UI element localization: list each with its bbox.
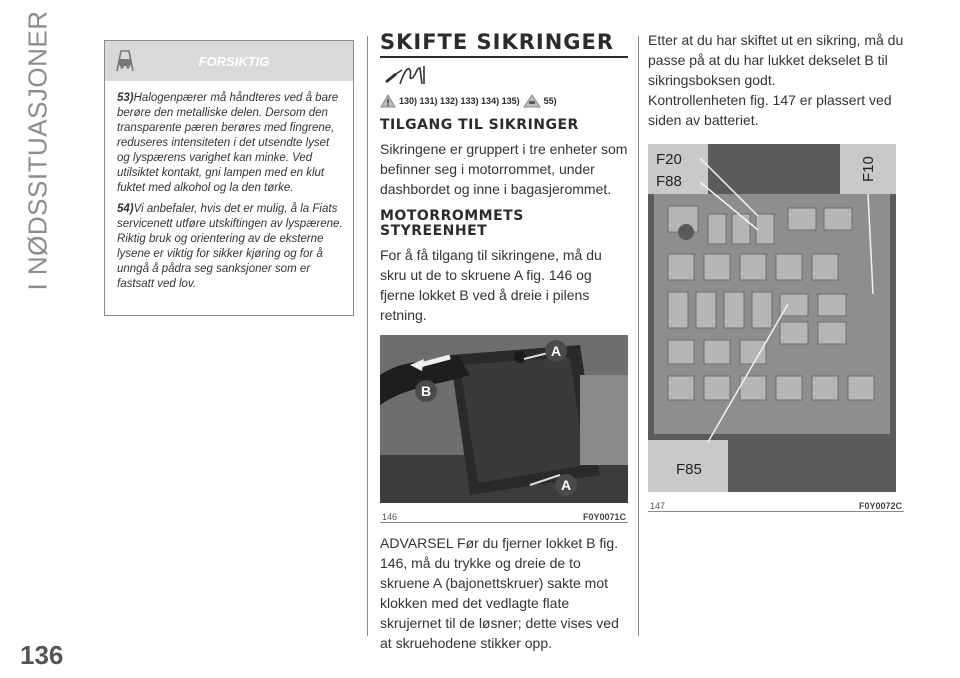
reference-row bbox=[380, 92, 628, 110]
fuse-box-diagram bbox=[648, 144, 896, 492]
label-screw-a: A bbox=[560, 477, 572, 493]
screwdriver-icon bbox=[382, 62, 430, 90]
figure-code: F0Y0071C bbox=[582, 512, 626, 522]
middle-column bbox=[380, 30, 628, 653]
subheading-access: TILGANG TIL SIKRINGER bbox=[380, 117, 579, 133]
warning-body bbox=[105, 81, 353, 292]
label-fuse-f10: F10 bbox=[860, 156, 877, 182]
label-cover-b: B bbox=[420, 383, 432, 399]
warning-box bbox=[104, 40, 354, 316]
paragraph: Etter at du har skiftet ut en sikring, må du passe på at du har lukket dekselet B til sikringsboksen godt. bbox=[648, 32, 904, 88]
label-fuse-f20: F20 bbox=[656, 151, 682, 168]
paragraph: Sikringene er gruppert i tre enheter som befinner seg i motorrommet, under dashbordet og inne i bagasjerommet. bbox=[380, 141, 628, 197]
figure-number: 146 bbox=[382, 512, 398, 522]
figure-number: 147 bbox=[650, 501, 666, 511]
note-number: 54) bbox=[117, 203, 134, 215]
caution-references: 55) bbox=[543, 96, 557, 106]
note-number: 53) bbox=[117, 92, 134, 104]
warning-note bbox=[117, 202, 343, 292]
figure-caption bbox=[648, 497, 904, 511]
figure-caption bbox=[380, 508, 628, 522]
subheading-engine-unit: MOTORROMMETS STYREENHET bbox=[380, 208, 524, 239]
column-divider bbox=[638, 36, 639, 636]
right-column bbox=[648, 30, 904, 512]
paragraph: For å få tilgang til sikringene, må du skru ut de to skruene A fig. 146 og fjerne lokket B ved å dreie i pilens retning. bbox=[380, 247, 602, 323]
label-screw-a: A bbox=[550, 343, 562, 359]
side-section-title: I NØDSSITUASJONER bbox=[22, 9, 53, 291]
warning-references: 130) 131) 132) 133) 134) 135) bbox=[399, 96, 520, 106]
note-text: Halogenpærer må håndteres ved å bare berøre den metalliske delen. Dersom den transparente pæren berøres med fingrene, reduseres intensiteten i det utsendte lyset og lyspærens varighet kan minke. Ved utilsiktet kontakt, gni lampen med en klut fuktet med alkohol og la den tørke. bbox=[117, 92, 339, 194]
figure-code: F0Y0072C bbox=[858, 501, 902, 511]
car-warning-icon bbox=[113, 47, 137, 73]
engine-bay-photo bbox=[380, 335, 628, 503]
paragraph: ADVARSEL Før du fjerner lokket B fig. 146, må du trykke og dreie de to skruene A (bajonettskruer) sakte mot klokken med det vedlagte flate skrujernet til de løsner; dette vises ved at skruehodene stikker opp. bbox=[380, 535, 619, 651]
warning-title: FORSIKTIG bbox=[198, 53, 270, 69]
paragraph: Kontrollenheten fig. 147 er plassert ved siden av batteriet. bbox=[648, 92, 892, 128]
figure-147 bbox=[648, 144, 904, 512]
signature-row bbox=[380, 58, 628, 90]
page-number: 136 bbox=[20, 640, 64, 670]
label-fuse-f85: F85 bbox=[676, 461, 702, 478]
figure-146 bbox=[380, 335, 628, 523]
warning-triangle-icon bbox=[380, 94, 396, 108]
note-text: Vi anbefaler, hvis det er mulig, å la Fiats servicenett utføre utskiftingen av lyspærene. Riktig bruk og orientering av de eksterne lysene er viktig for sikker kjøring og for å unngå å pådra seg sanksjoner som er fastsatt ved lov. bbox=[117, 203, 343, 290]
section-title: SKIFTE SIKRINGER bbox=[380, 30, 628, 58]
label-fuse-f88: F88 bbox=[656, 173, 682, 190]
car-caution-icon bbox=[523, 94, 541, 108]
warning-note bbox=[117, 91, 343, 196]
column-divider bbox=[367, 36, 368, 636]
warning-header bbox=[105, 41, 353, 81]
